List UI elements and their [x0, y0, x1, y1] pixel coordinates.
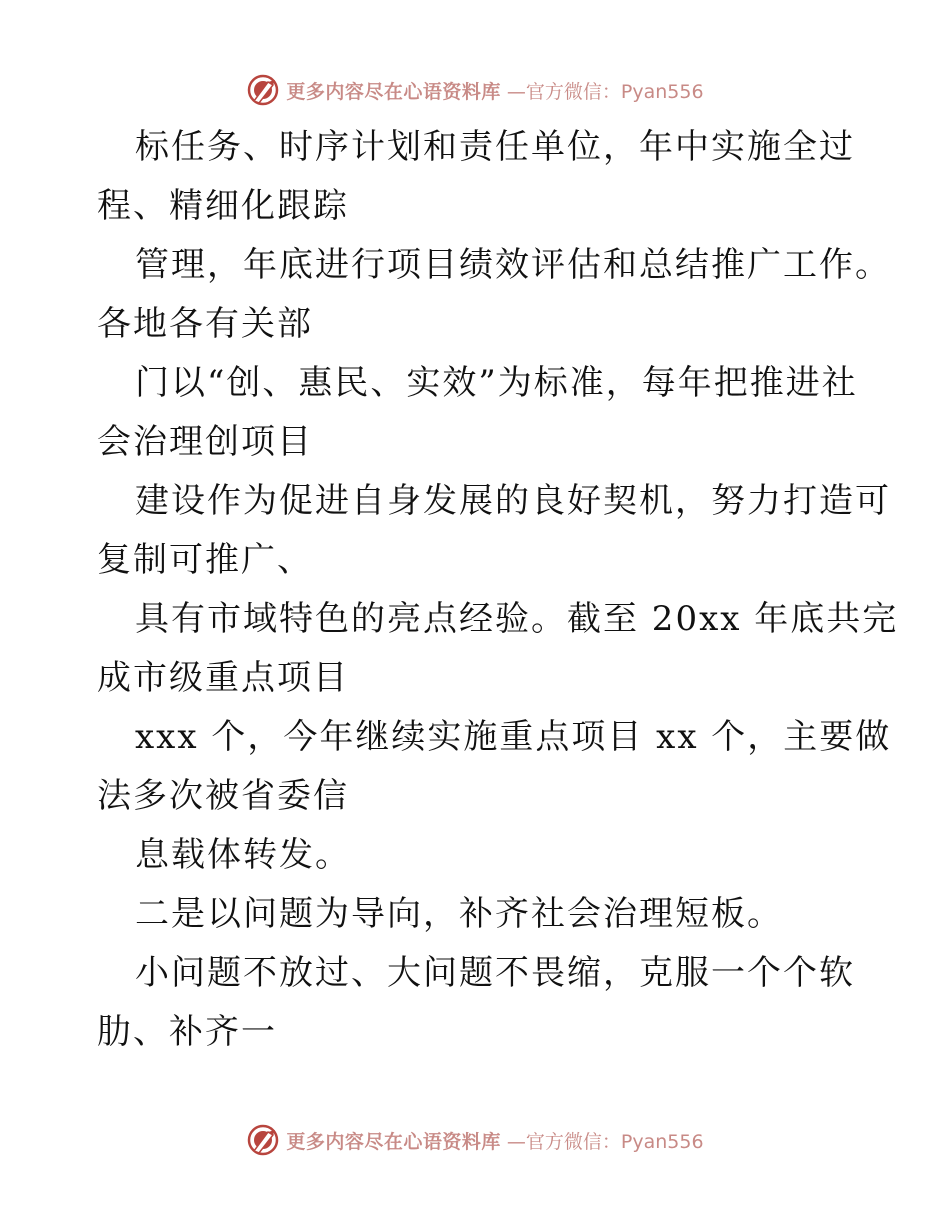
watermark-main-text: 更多内容尽在心语资料库 — [286, 80, 501, 103]
text-line: 管理，年底进行项目绩效评估和总结推广工作。 — [135, 245, 891, 285]
text-line: 会治理创项目 — [97, 422, 313, 462]
text-line: 各地各有关部 — [97, 304, 313, 344]
watermark-sub-text: —官方微信：Pyan556 — [506, 1130, 704, 1153]
text-line: 肋、补齐一 — [97, 1012, 277, 1052]
watermark-sub-text: —官方微信：Pyan556 — [506, 80, 704, 103]
page-footer — [0, 1120, 950, 1160]
watermark-footer — [246, 1123, 703, 1157]
document-body — [97, 118, 899, 1062]
page-header — [0, 70, 950, 110]
text-line: 门以“创、惠民、实效”为标准，每年把推进社 — [135, 363, 858, 403]
text-line: 成市级重点项目 — [97, 658, 349, 698]
text-line: 建设作为促进自身发展的良好契机，努力打造可 — [135, 481, 891, 521]
text-line: 小问题不放过、大问题不畏缩，克服一个个软 — [135, 953, 855, 993]
text-line: 复制可推广、 — [97, 540, 313, 580]
text-line: 具有市域特色的亮点经验。截至 20xx 年底共完 — [135, 599, 899, 639]
watermark-main-text: 更多内容尽在心语资料库 — [286, 1130, 501, 1153]
text-line: 标任务、时序计划和责任单位，年中实施全过 — [135, 127, 855, 167]
text-line: 法多次被省委信 — [97, 776, 349, 816]
text-line: 二是以问题为导向，补齐社会治理短板。 — [135, 894, 783, 934]
text-line: 息载体转发。 — [135, 835, 351, 875]
text-line: xxx 个，今年继续实施重点项目 xx 个，主要做 — [135, 717, 892, 757]
pen-logo-icon — [246, 73, 280, 107]
watermark-header — [246, 73, 703, 107]
pen-logo-icon — [246, 1123, 280, 1157]
text-line: 程、精细化跟踪 — [97, 186, 349, 226]
